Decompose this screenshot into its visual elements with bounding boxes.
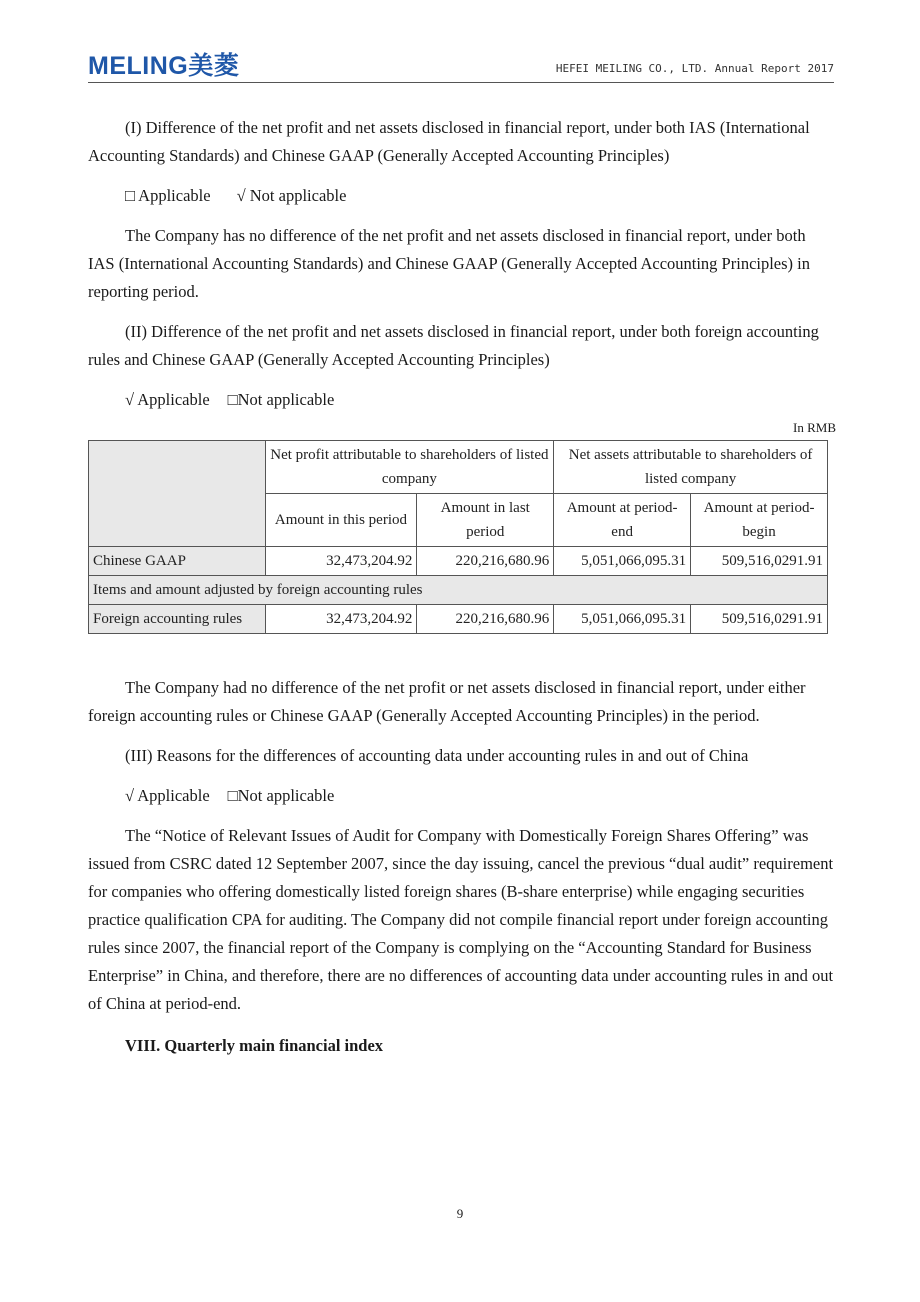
row-label: Foreign accounting rules [89,605,266,634]
currency-unit: In RMB [793,420,836,435]
net-assets-group-header: Net assets attributable to shareholders of listed company [554,441,828,494]
table-cell: 32,473,204.92 [265,605,417,634]
section-2-choices [88,386,836,414]
adjustment-row-label: Items and amount adjusted by foreign accounting rules [89,576,828,605]
table-row [89,547,828,576]
section-1-body: The Company has no difference of the net profit and net assets disclosed in financial report, under both IAS (International Accounting Standards) and Chinese GAAP (Generally Accepted Accounting Principles) in reporting period. [88,226,811,301]
document-body [88,114,836,1060]
column-header: Amount at period-end [554,494,691,547]
column-header: Amount at period-begin [691,494,828,547]
section-8-heading: VIII. Quarterly main financial index [125,1036,384,1055]
net-profit-group-header: Net profit attributable to shareholders of listed company [265,441,554,494]
table-cell: 509,516,0291.91 [691,605,828,634]
section-3-choices [88,782,836,810]
section-2-body: The Company had no difference of the net profit or net assets disclosed in financial report, under either foreign accounting rules or Chinese GAAP (Generally Accepted Accounting Principles) in the period. [88,678,806,725]
report-title: HEFEI MEILING CO., LTD. Annual Report 2017 [555,62,834,75]
table-cell: 5,051,066,095.31 [554,605,691,634]
table-cell: 5,051,066,095.31 [554,547,691,576]
section-3-heading: (III) Reasons for the differences of accounting data under accounting rules in and out of China [125,746,749,765]
accounting-difference-table [88,440,828,634]
applicable-option: √ Applicable [125,390,210,409]
table-header-row [89,441,828,494]
meling-logo: MELING美菱 [88,52,240,80]
table-row [89,576,828,605]
page-number: 9 [456,1206,464,1221]
column-header: Amount in last period [417,494,554,547]
section-2-heading: (II) Difference of the net profit and net assets disclosed in financial report, under both foreign accounting rules and Chinese GAAP (Generally Accepted Accounting Principles) [88,322,819,369]
not-applicable-option: □Not applicable [227,390,335,409]
section-3-body: The “Notice of Relevant Issues of Audit for Company with Domestically Foreign Shares Offering” was issued from CSRC dated 12 September 2007, since the day issuing, cancel the previous “dual audit” requirement for companies who offering domestically listed foreign shares (B-share enterprise) while engaging securities practice qualification CPA for auditing. The Company did not compile financial report under foreign accounting rules since 2007, the financial report of the Company is complying on the “Accounting Standard for Business Enterprise” in China, and therefore, there are no differences of accounting data under accounting rules in and out of China at period-end. [88,826,834,1013]
table-corner-cell [89,441,266,547]
applicable-option: √ Applicable [125,786,210,805]
table-cell: 32,473,204.92 [265,547,417,576]
applicable-option: □ Applicable [125,186,211,205]
table-cell: 220,216,680.96 [417,605,554,634]
page-header [88,44,834,83]
not-applicable-option: □Not applicable [227,786,335,805]
row-label: Chinese GAAP [89,547,266,576]
column-header: Amount in this period [265,494,417,547]
table-row [89,605,828,634]
section-1-choices [88,182,836,210]
section-1-heading: (I) Difference of the net profit and net assets disclosed in financial report, under both IAS (International Accounting Standards) and Chinese GAAP (Generally Accepted Accounting Principles) [88,118,810,165]
table-cell: 220,216,680.96 [417,547,554,576]
table-cell: 509,516,0291.91 [691,547,828,576]
not-applicable-option: √ Not applicable [236,186,347,205]
